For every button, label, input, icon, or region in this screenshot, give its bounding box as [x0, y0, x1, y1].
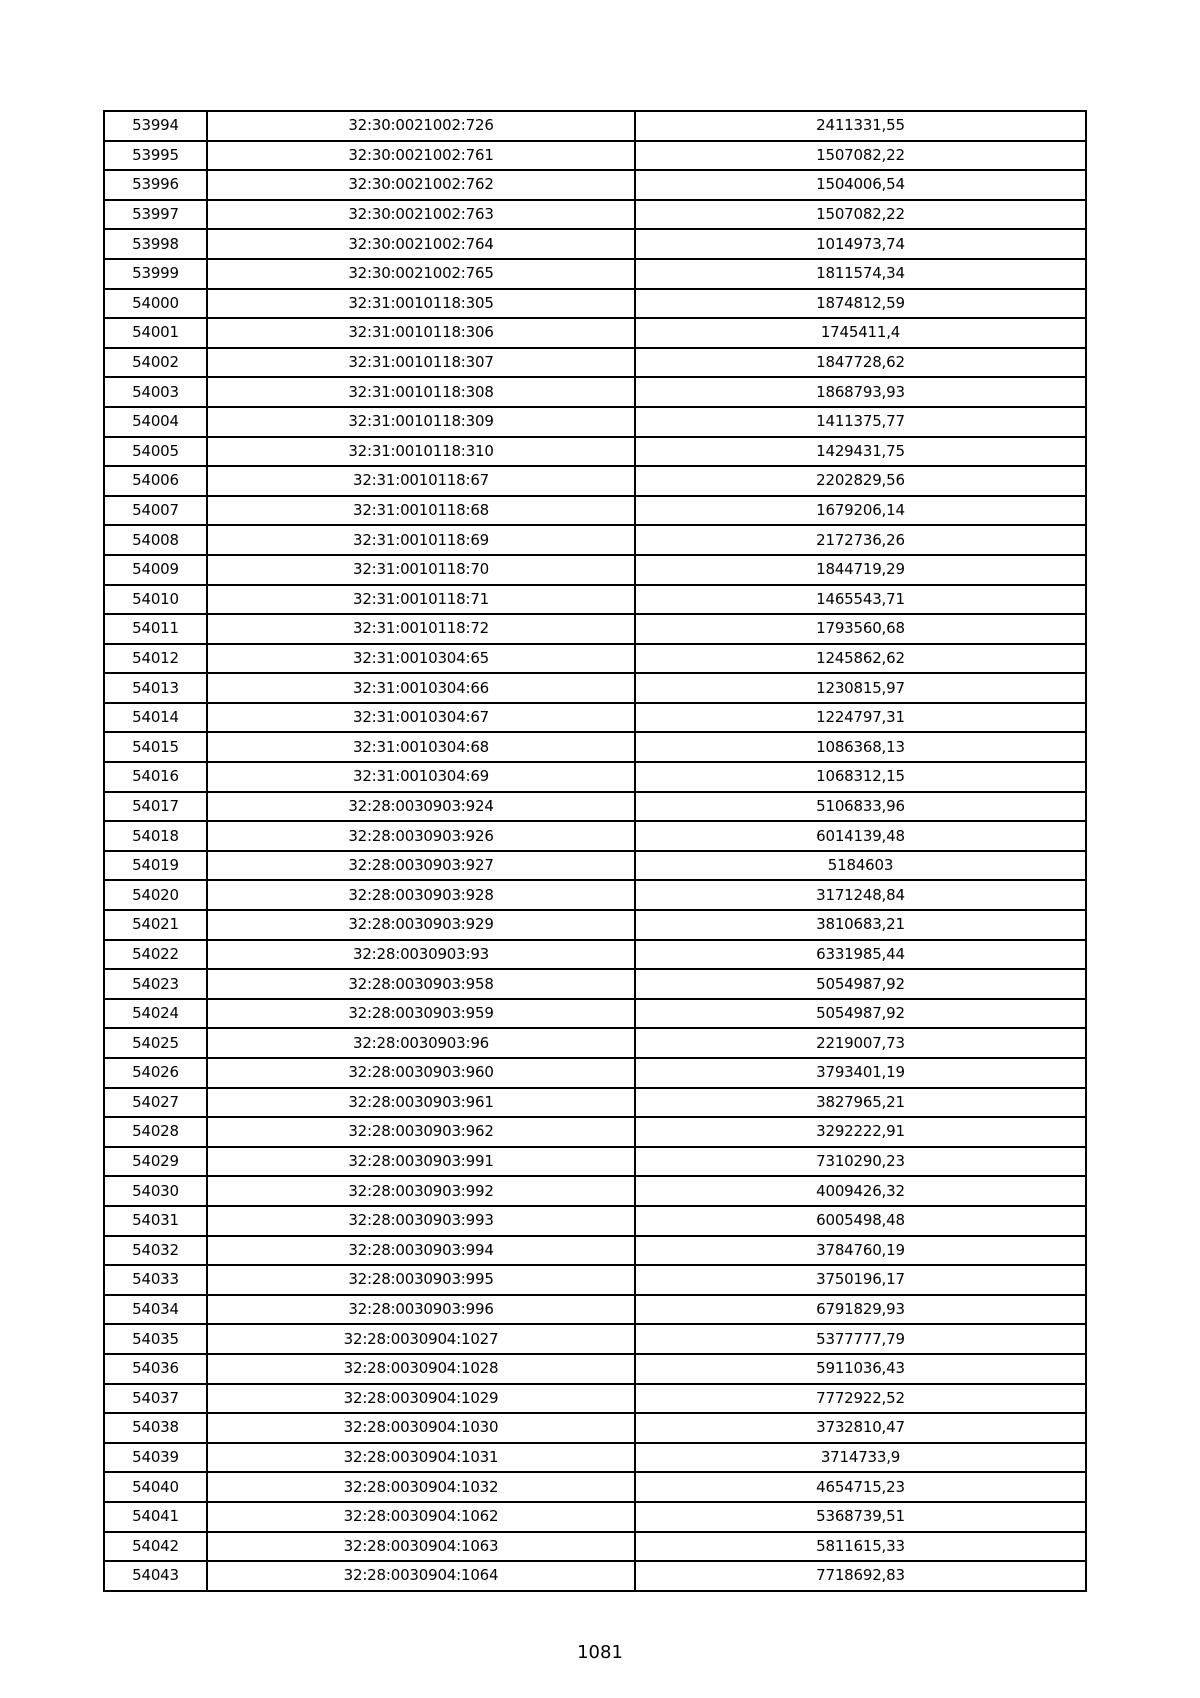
table-row — [104, 437, 1086, 467]
table-row — [104, 851, 1086, 881]
table-row — [104, 585, 1086, 615]
cadastral-value-cell: 2411331,55 — [635, 111, 1086, 141]
cadastral-number-cell: 32:31:0010304:68 — [207, 732, 635, 762]
row-number-cell: 54000 — [104, 289, 207, 319]
cadastral-number-cell: 32:31:0010304:66 — [207, 673, 635, 703]
cadastral-number-cell: 32:31:0010304:67 — [207, 703, 635, 733]
cadastral-value-cell: 5368739,51 — [635, 1502, 1086, 1532]
cadastral-value-cell: 6005498,48 — [635, 1206, 1086, 1236]
row-number-cell: 54036 — [104, 1354, 207, 1384]
row-number-cell: 53998 — [104, 229, 207, 259]
cadastral-number-cell: 32:30:0021002:726 — [207, 111, 635, 141]
row-number-cell: 54018 — [104, 821, 207, 851]
table-row — [104, 1561, 1086, 1591]
row-number-cell: 54015 — [104, 732, 207, 762]
cadastral-number-cell: 32:28:0030904:1027 — [207, 1324, 635, 1354]
cadastral-value-cell: 1507082,22 — [635, 200, 1086, 230]
table-row — [104, 644, 1086, 674]
table-row — [104, 229, 1086, 259]
cadastral-value-cell: 3784760,19 — [635, 1236, 1086, 1266]
cadastral-number-cell: 32:28:0030903:96 — [207, 1028, 635, 1058]
row-number-cell: 54014 — [104, 703, 207, 733]
cadastral-number-cell: 32:31:0010304:65 — [207, 644, 635, 674]
cadastral-value-cell: 1224797,31 — [635, 703, 1086, 733]
cadastral-number-cell: 32:31:0010304:69 — [207, 762, 635, 792]
cadastral-number-cell: 32:28:0030903:93 — [207, 940, 635, 970]
row-number-cell: 54013 — [104, 673, 207, 703]
table-row — [104, 1354, 1086, 1384]
table-row — [104, 703, 1086, 733]
row-number-cell: 54020 — [104, 880, 207, 910]
cadastral-number-cell: 32:28:0030903:924 — [207, 792, 635, 822]
table-row — [104, 792, 1086, 822]
table-row — [104, 496, 1086, 526]
row-number-cell: 54016 — [104, 762, 207, 792]
table-row — [104, 1176, 1086, 1206]
cadastral-value-cell: 6014139,48 — [635, 821, 1086, 851]
cadastral-number-cell: 32:31:0010118:306 — [207, 318, 635, 348]
cadastral-value-cell: 4009426,32 — [635, 1176, 1086, 1206]
row-number-cell: 54008 — [104, 525, 207, 555]
cadastral-value-cell: 5811615,33 — [635, 1532, 1086, 1562]
row-number-cell: 53995 — [104, 141, 207, 171]
cadastral-number-cell: 32:28:0030903:991 — [207, 1147, 635, 1177]
table-row — [104, 1088, 1086, 1118]
cadastral-value-cell: 1230815,97 — [635, 673, 1086, 703]
row-number-cell: 54017 — [104, 792, 207, 822]
table-row — [104, 732, 1086, 762]
cadastral-value-cell: 7772922,52 — [635, 1384, 1086, 1414]
cadastral-value-cell: 5054987,92 — [635, 999, 1086, 1029]
cadastral-number-cell: 32:28:0030904:1031 — [207, 1443, 635, 1473]
cadastral-number-cell: 32:31:0010118:67 — [207, 466, 635, 496]
table-row — [104, 969, 1086, 999]
row-number-cell: 54001 — [104, 318, 207, 348]
table-row — [104, 407, 1086, 437]
row-number-cell: 54041 — [104, 1502, 207, 1532]
table-row — [104, 1236, 1086, 1266]
cadastral-value-cell: 1847728,62 — [635, 348, 1086, 378]
table-row — [104, 1532, 1086, 1562]
table-row — [104, 1117, 1086, 1147]
cadastral-value-cell: 2172736,26 — [635, 525, 1086, 555]
row-number-cell: 54031 — [104, 1206, 207, 1236]
cadastral-value-cell: 1245862,62 — [635, 644, 1086, 674]
cadastral-number-cell: 32:28:0030904:1062 — [207, 1502, 635, 1532]
cadastral-number-cell: 32:28:0030903:961 — [207, 1088, 635, 1118]
table-row — [104, 1443, 1086, 1473]
table-row — [104, 1472, 1086, 1502]
table-row — [104, 466, 1086, 496]
table-row — [104, 200, 1086, 230]
row-number-cell: 54006 — [104, 466, 207, 496]
table-row — [104, 1058, 1086, 1088]
cadastral-number-cell: 32:30:0021002:761 — [207, 141, 635, 171]
row-number-cell: 54043 — [104, 1561, 207, 1591]
cadastral-number-cell: 32:28:0030903:926 — [207, 821, 635, 851]
cadastral-number-cell: 32:30:0021002:764 — [207, 229, 635, 259]
cadastral-value-cell: 1507082,22 — [635, 141, 1086, 171]
cadastral-number-cell: 32:31:0010118:70 — [207, 555, 635, 585]
table-row — [104, 614, 1086, 644]
cadastral-value-cell: 2202829,56 — [635, 466, 1086, 496]
row-number-cell: 54007 — [104, 496, 207, 526]
cadastral-value-cell: 3292222,91 — [635, 1117, 1086, 1147]
cadastral-value-cell: 3750196,17 — [635, 1265, 1086, 1295]
cadastral-value-cell: 1874812,59 — [635, 289, 1086, 319]
cadastral-number-cell: 32:28:0030903:992 — [207, 1176, 635, 1206]
cadastral-value-cell: 3793401,19 — [635, 1058, 1086, 1088]
row-number-cell: 54033 — [104, 1265, 207, 1295]
cadastral-number-cell: 32:31:0010118:310 — [207, 437, 635, 467]
table-body — [104, 111, 1086, 1591]
table-row — [104, 318, 1086, 348]
cadastral-value-cell: 1679206,14 — [635, 496, 1086, 526]
cadastral-value-cell: 7310290,23 — [635, 1147, 1086, 1177]
cadastral-number-cell: 32:30:0021002:763 — [207, 200, 635, 230]
cadastral-number-cell: 32:31:0010118:71 — [207, 585, 635, 615]
table-row — [104, 170, 1086, 200]
cadastral-value-cell: 3732810,47 — [635, 1413, 1086, 1443]
cadastral-value-cell: 1504006,54 — [635, 170, 1086, 200]
table-row — [104, 348, 1086, 378]
table-row — [104, 141, 1086, 171]
cadastral-number-cell: 32:31:0010118:309 — [207, 407, 635, 437]
table-row — [104, 377, 1086, 407]
row-number-cell: 54038 — [104, 1413, 207, 1443]
cadastral-number-cell: 32:28:0030904:1063 — [207, 1532, 635, 1562]
cadastral-number-cell: 32:28:0030903:996 — [207, 1295, 635, 1325]
cadastral-value-cell: 1429431,75 — [635, 437, 1086, 467]
cadastral-value-table — [103, 110, 1087, 1592]
cadastral-number-cell: 32:30:0021002:765 — [207, 259, 635, 289]
row-number-cell: 54029 — [104, 1147, 207, 1177]
table-row — [104, 910, 1086, 940]
cadastral-value-cell: 5911036,43 — [635, 1354, 1086, 1384]
cadastral-value-cell: 2219007,73 — [635, 1028, 1086, 1058]
cadastral-number-cell: 32:28:0030903:929 — [207, 910, 635, 940]
cadastral-value-cell: 5184603 — [635, 851, 1086, 881]
row-number-cell: 54010 — [104, 585, 207, 615]
table-row — [104, 673, 1086, 703]
row-number-cell: 54040 — [104, 1472, 207, 1502]
cadastral-value-cell: 5106833,96 — [635, 792, 1086, 822]
cadastral-number-cell: 32:28:0030903:993 — [207, 1206, 635, 1236]
table-row — [104, 1265, 1086, 1295]
cadastral-value-cell: 6331985,44 — [635, 940, 1086, 970]
cadastral-number-cell: 32:28:0030903:958 — [207, 969, 635, 999]
table-row — [104, 1324, 1086, 1354]
table-row — [104, 1502, 1086, 1532]
table-row — [104, 1295, 1086, 1325]
cadastral-number-cell: 32:28:0030904:1029 — [207, 1384, 635, 1414]
cadastral-value-cell: 1465543,71 — [635, 585, 1086, 615]
row-number-cell: 54035 — [104, 1324, 207, 1354]
table-row — [104, 289, 1086, 319]
cadastral-value-cell: 1411375,77 — [635, 407, 1086, 437]
row-number-cell: 54009 — [104, 555, 207, 585]
cadastral-value-cell: 5054987,92 — [635, 969, 1086, 999]
cadastral-number-cell: 32:28:0030904:1064 — [207, 1561, 635, 1591]
row-number-cell: 54024 — [104, 999, 207, 1029]
cadastral-value-cell: 5377777,79 — [635, 1324, 1086, 1354]
row-number-cell: 54032 — [104, 1236, 207, 1266]
cadastral-value-cell: 1868793,93 — [635, 377, 1086, 407]
cadastral-number-cell: 32:31:0010118:69 — [207, 525, 635, 555]
cadastral-number-cell: 32:28:0030904:1030 — [207, 1413, 635, 1443]
cadastral-value-cell: 3171248,84 — [635, 880, 1086, 910]
row-number-cell: 54025 — [104, 1028, 207, 1058]
table-row — [104, 1147, 1086, 1177]
table-row — [104, 1384, 1086, 1414]
row-number-cell: 54034 — [104, 1295, 207, 1325]
row-number-cell: 54027 — [104, 1088, 207, 1118]
row-number-cell: 54030 — [104, 1176, 207, 1206]
cadastral-value-cell: 6791829,93 — [635, 1295, 1086, 1325]
page-number: 1081 — [577, 1642, 623, 1663]
row-number-cell: 54023 — [104, 969, 207, 999]
cadastral-value-cell: 1811574,34 — [635, 259, 1086, 289]
cadastral-number-cell: 32:28:0030903:959 — [207, 999, 635, 1029]
cadastral-value-cell: 1844719,29 — [635, 555, 1086, 585]
row-number-cell: 53997 — [104, 200, 207, 230]
row-number-cell: 54039 — [104, 1443, 207, 1473]
table-row — [104, 999, 1086, 1029]
cadastral-number-cell: 32:31:0010118:305 — [207, 289, 635, 319]
table-row — [104, 1413, 1086, 1443]
cadastral-number-cell: 32:28:0030903:995 — [207, 1265, 635, 1295]
cadastral-value-cell: 1068312,15 — [635, 762, 1086, 792]
row-number-cell: 54011 — [104, 614, 207, 644]
table-row — [104, 555, 1086, 585]
cadastral-number-cell: 32:31:0010118:68 — [207, 496, 635, 526]
cadastral-value-cell: 3827965,21 — [635, 1088, 1086, 1118]
row-number-cell: 54019 — [104, 851, 207, 881]
row-number-cell: 54028 — [104, 1117, 207, 1147]
row-number-cell: 53999 — [104, 259, 207, 289]
cadastral-value-cell: 7718692,83 — [635, 1561, 1086, 1591]
row-number-cell: 54012 — [104, 644, 207, 674]
cadastral-number-cell: 32:30:0021002:762 — [207, 170, 635, 200]
table-row — [104, 1206, 1086, 1236]
cadastral-number-cell: 32:28:0030903:960 — [207, 1058, 635, 1088]
cadastral-value-cell: 1014973,74 — [635, 229, 1086, 259]
cadastral-value-cell: 1086368,13 — [635, 732, 1086, 762]
row-number-cell: 54005 — [104, 437, 207, 467]
cadastral-value-cell: 3714733,9 — [635, 1443, 1086, 1473]
row-number-cell: 53996 — [104, 170, 207, 200]
cadastral-value-cell: 3810683,21 — [635, 910, 1086, 940]
cadastral-number-cell: 32:31:0010118:308 — [207, 377, 635, 407]
cadastral-number-cell: 32:28:0030904:1032 — [207, 1472, 635, 1502]
cadastral-number-cell: 32:31:0010118:307 — [207, 348, 635, 378]
row-number-cell: 54022 — [104, 940, 207, 970]
table-row — [104, 1028, 1086, 1058]
cadastral-value-cell: 4654715,23 — [635, 1472, 1086, 1502]
table-row — [104, 259, 1086, 289]
row-number-cell: 54002 — [104, 348, 207, 378]
table-row — [104, 880, 1086, 910]
row-number-cell: 54021 — [104, 910, 207, 940]
row-number-cell: 54042 — [104, 1532, 207, 1562]
row-number-cell: 53994 — [104, 111, 207, 141]
row-number-cell: 54003 — [104, 377, 207, 407]
cadastral-number-cell: 32:28:0030903:927 — [207, 851, 635, 881]
row-number-cell: 54004 — [104, 407, 207, 437]
cadastral-value-cell: 1745411,4 — [635, 318, 1086, 348]
table-row — [104, 111, 1086, 141]
table-row — [104, 940, 1086, 970]
row-number-cell: 54037 — [104, 1384, 207, 1414]
cadastral-number-cell: 32:28:0030903:928 — [207, 880, 635, 910]
cadastral-number-cell: 32:28:0030904:1028 — [207, 1354, 635, 1384]
cadastral-number-cell: 32:28:0030903:994 — [207, 1236, 635, 1266]
table-row — [104, 821, 1086, 851]
table-row — [104, 762, 1086, 792]
row-number-cell: 54026 — [104, 1058, 207, 1088]
cadastral-number-cell: 32:31:0010118:72 — [207, 614, 635, 644]
cadastral-number-cell: 32:28:0030903:962 — [207, 1117, 635, 1147]
table-row — [104, 525, 1086, 555]
cadastral-value-cell: 1793560,68 — [635, 614, 1086, 644]
